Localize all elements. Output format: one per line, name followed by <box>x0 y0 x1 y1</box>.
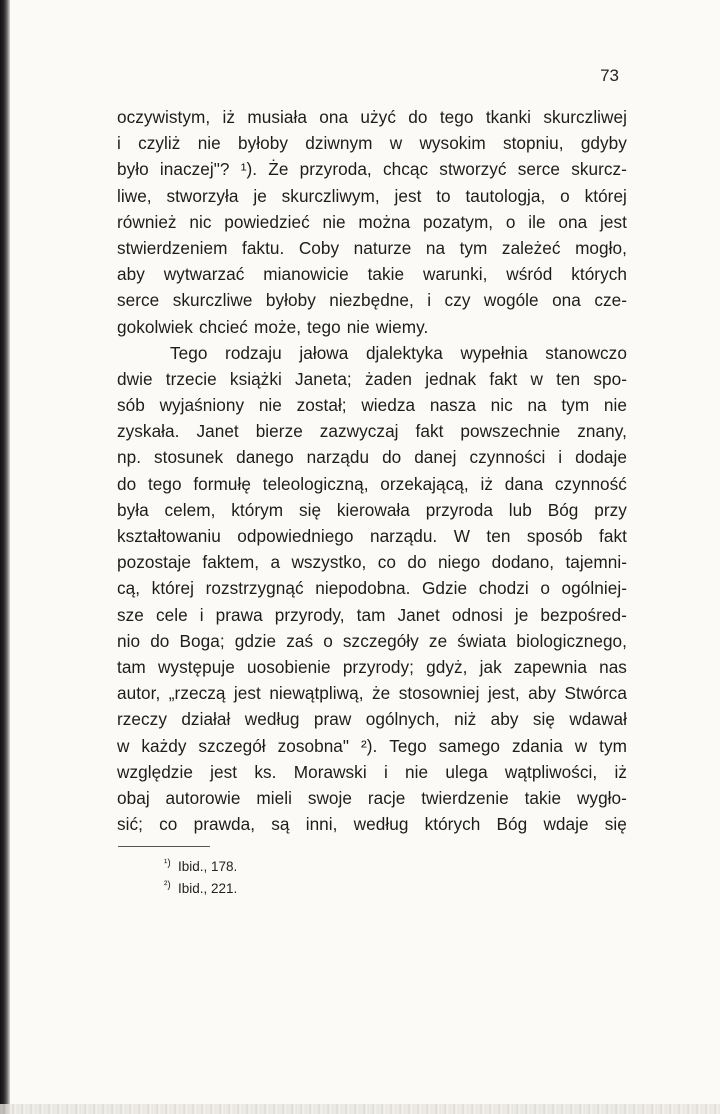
word: dodaje <box>575 447 627 468</box>
word: według <box>353 814 409 835</box>
word: formułę <box>193 473 252 494</box>
word: sób <box>117 395 145 416</box>
word: gdyż, <box>426 656 468 677</box>
word: serce <box>517 159 561 180</box>
word: gdyby <box>580 133 627 154</box>
word: samego <box>438 735 501 756</box>
word: djalektyka <box>365 342 443 363</box>
word: do <box>407 552 427 573</box>
word: o <box>323 630 333 651</box>
text-line <box>117 654 627 680</box>
word: iż <box>222 107 236 127</box>
word: sposób <box>526 526 583 546</box>
word: tam <box>356 604 386 625</box>
word: W <box>453 526 470 546</box>
word: odnosi <box>451 604 503 625</box>
word: wśród <box>506 264 553 285</box>
word: stopniu, <box>502 133 564 154</box>
word: Bóg <box>547 499 579 520</box>
word: na <box>425 237 446 258</box>
word: niego <box>437 552 481 573</box>
word: których <box>571 264 627 285</box>
text-line <box>117 497 627 523</box>
word: której <box>151 578 195 599</box>
word: którym <box>231 499 284 520</box>
word: wygło- <box>576 787 627 808</box>
word: można <box>358 211 411 232</box>
word: tam <box>117 656 146 677</box>
page-number: 73 <box>600 66 619 85</box>
word: świata <box>457 630 507 651</box>
word: rzeczy <box>117 709 167 730</box>
word: według <box>244 709 300 730</box>
word: ulega <box>445 761 488 782</box>
scan-edge-noise <box>0 1104 720 1114</box>
word: bezpośred- <box>540 604 627 625</box>
word: nie <box>346 316 370 337</box>
text-line <box>117 575 627 601</box>
word: gdzie <box>234 630 277 651</box>
word: teleologiczną, <box>262 473 369 494</box>
word: wogóle <box>483 290 539 311</box>
word: aby <box>117 264 145 285</box>
word: zapewnia <box>513 656 587 677</box>
text-line <box>117 680 627 706</box>
word: do <box>150 630 170 651</box>
word: iż <box>480 473 493 494</box>
word: stwierdzeniem <box>117 237 228 258</box>
word: takie <box>524 787 562 808</box>
word: szczegóły <box>342 630 419 651</box>
word: racje <box>367 787 406 808</box>
word: że <box>372 683 391 704</box>
word: każdy <box>141 735 187 756</box>
word: wypełnia <box>460 342 528 363</box>
word: ten <box>556 368 581 389</box>
word: ona <box>319 107 349 127</box>
word: skurczliwe <box>172 290 253 311</box>
word: jest <box>233 683 261 704</box>
word: skurcz- <box>571 159 627 180</box>
word: nie <box>197 133 221 154</box>
word: tym <box>459 237 488 258</box>
word: je <box>253 185 267 206</box>
word: ile <box>528 211 546 232</box>
word: Morawski <box>293 761 367 782</box>
word: jednak <box>425 368 477 389</box>
word: oczywistym, <box>117 107 211 127</box>
word: Janet <box>397 604 440 625</box>
word: cą, <box>117 578 141 599</box>
word: tego <box>147 473 182 494</box>
text-line <box>117 261 627 287</box>
word: swoje <box>307 787 353 808</box>
word: jest <box>600 211 627 232</box>
word: przyrody, <box>274 604 345 625</box>
word: prawa <box>215 604 263 625</box>
word: szczegół <box>198 735 266 756</box>
word: pozostaje <box>117 552 192 573</box>
word: tego <box>439 107 474 127</box>
word: powszechnie <box>460 421 561 442</box>
word: wysokim <box>419 133 486 154</box>
word: ona <box>552 290 581 311</box>
word: zaś <box>286 630 314 651</box>
word: przy <box>594 499 627 520</box>
word: jałowa <box>299 342 349 363</box>
word: danego <box>236 447 294 468</box>
word: skurczliwym, <box>281 185 380 206</box>
word: nie <box>322 211 346 232</box>
word: lub <box>508 499 532 520</box>
text-line <box>117 444 627 470</box>
word: może, <box>253 316 302 337</box>
word: Bóg <box>496 814 528 835</box>
word: w <box>117 735 130 756</box>
word: są <box>271 814 290 835</box>
text-line <box>117 366 627 392</box>
word: o <box>505 211 516 232</box>
word: do <box>117 473 137 494</box>
word: aby <box>490 709 519 730</box>
word: względzie <box>117 761 193 782</box>
word: stworzyła <box>166 185 239 206</box>
text-line <box>117 235 627 261</box>
word: mogło, <box>575 237 627 258</box>
word: tego <box>307 316 341 337</box>
word: „rzeczą <box>168 683 226 704</box>
word: mianowicie <box>263 264 349 285</box>
word: nio <box>117 630 141 651</box>
footnote-text: Ibid., 221. <box>178 881 238 896</box>
word: żaden <box>364 368 413 389</box>
word: przyroda <box>425 499 493 520</box>
footnote-separator <box>118 846 210 847</box>
word: było <box>117 159 149 180</box>
text-line <box>117 628 627 654</box>
word: naturze <box>353 237 412 258</box>
word: zależeć <box>501 237 561 258</box>
word: wdaje <box>543 814 589 835</box>
word: prawda, <box>193 814 256 835</box>
word: wyjaśniony <box>159 395 245 416</box>
word: Boga; <box>179 630 225 651</box>
word: stosunek <box>153 447 224 468</box>
word: dwie <box>117 368 153 389</box>
word: inaczej"? <box>159 159 230 180</box>
word: jest, <box>487 683 520 704</box>
footnote-text: Ibid., 178. <box>178 859 238 874</box>
footnote-marker: ²) <box>164 880 171 891</box>
word: autorowie <box>165 787 241 808</box>
word: znany, <box>577 421 627 442</box>
word: książki <box>229 368 282 389</box>
text-line <box>117 471 627 497</box>
word: w <box>574 735 588 756</box>
word: tym <box>561 395 590 416</box>
word: bierze <box>255 421 303 442</box>
word: czynność <box>554 473 627 494</box>
word: w <box>530 368 543 389</box>
text-line <box>117 602 627 628</box>
word: niewątpliwą, <box>269 683 364 704</box>
word: spo- <box>593 368 627 389</box>
word: narządu. <box>369 526 438 546</box>
word: co <box>159 814 178 835</box>
word: biologicznego, <box>516 630 627 651</box>
footnotes <box>164 856 364 900</box>
word: kształtowaniu <box>117 526 221 546</box>
text-line <box>117 130 627 156</box>
word: Stwórca <box>564 683 627 704</box>
word: mieli <box>256 787 292 808</box>
word: celem, <box>164 499 216 520</box>
text-line <box>117 785 627 811</box>
word: jak <box>479 656 502 677</box>
word: niezbędne, <box>329 290 414 311</box>
word: został; <box>296 395 347 416</box>
word: stworzyć <box>439 159 507 180</box>
text-line <box>117 183 627 209</box>
word: nie <box>258 395 282 416</box>
word: wdawał <box>569 709 627 730</box>
word: obaj <box>117 787 150 808</box>
word: kierowała <box>336 499 410 520</box>
word: sze <box>117 604 144 625</box>
word: ogólniej- <box>561 578 627 599</box>
word: zdania <box>511 735 563 756</box>
word: cele <box>155 604 188 625</box>
word: rodzaju <box>225 342 282 363</box>
word: działał <box>181 709 231 730</box>
word: nie <box>405 761 429 782</box>
word: tautologja, <box>465 185 546 206</box>
word: inni, <box>305 814 338 835</box>
word: występuje <box>157 656 235 677</box>
word: powiedzieć <box>224 211 310 232</box>
word: Gdzie <box>422 578 468 599</box>
word: ks. <box>254 761 277 782</box>
word: niż <box>454 709 477 730</box>
word: i <box>558 447 563 468</box>
word: której <box>584 185 627 206</box>
word: czy <box>444 290 471 311</box>
page-binding-shadow <box>0 0 10 1114</box>
word: których <box>424 814 481 835</box>
word: byłoby <box>265 290 316 311</box>
word: i <box>427 290 432 311</box>
word: faktem, <box>202 552 260 573</box>
word: trzecie <box>165 368 217 389</box>
body-text <box>117 104 627 837</box>
word: ten <box>486 526 511 546</box>
word: Janeta; <box>295 368 352 389</box>
text-line <box>117 287 627 313</box>
word: na <box>527 395 547 416</box>
word: użyć <box>360 107 396 127</box>
word: ¹). <box>240 159 258 180</box>
word: ²). <box>360 735 378 756</box>
word: chcieć <box>198 316 248 337</box>
word: się <box>532 709 555 730</box>
word: skurczliwej <box>543 107 627 127</box>
word: przyroda, <box>299 159 372 180</box>
word: również <box>117 211 177 232</box>
word: je <box>514 604 529 625</box>
word: ze <box>428 630 448 651</box>
word: tajemni- <box>565 552 627 573</box>
text-line <box>117 811 627 837</box>
word: niepodobna. <box>315 578 411 599</box>
word: fakt <box>489 368 518 389</box>
word: uosobienie <box>247 656 331 677</box>
word: wątpliwości, <box>504 761 598 782</box>
word: faktu. <box>242 237 285 258</box>
word: tym <box>599 735 627 756</box>
text-line <box>117 733 627 759</box>
footnote <box>164 878 364 900</box>
word: to <box>436 185 451 206</box>
word: a <box>270 552 281 573</box>
word: do <box>408 107 428 127</box>
word: w <box>389 133 403 154</box>
word: nic <box>490 395 513 416</box>
word: o <box>560 185 570 206</box>
word: cze- <box>594 290 627 311</box>
word: orzekającą, <box>380 473 469 494</box>
word: nie <box>603 395 627 416</box>
word: nasza <box>429 395 476 416</box>
word: dana <box>504 473 544 494</box>
word: chodzi <box>478 578 529 599</box>
word: zyskała. <box>117 421 180 442</box>
word: wiemy. <box>375 316 429 337</box>
word: rozstrzygnąć <box>205 578 304 599</box>
text-line <box>117 759 627 785</box>
word: czynności <box>469 447 546 468</box>
word: do <box>382 447 402 468</box>
word: o <box>540 578 550 599</box>
word: fakt <box>599 526 627 546</box>
footnote-marker: ¹) <box>164 858 171 869</box>
word: co <box>377 552 397 573</box>
word: była <box>117 499 149 520</box>
text-line <box>117 523 627 549</box>
word: nas <box>599 656 627 677</box>
word: np. <box>117 447 142 468</box>
word: byłoby <box>238 133 289 154</box>
word: Tego <box>170 342 208 363</box>
word: wszystko, <box>291 552 367 573</box>
word: Tego <box>389 735 427 756</box>
word: przyrody; <box>342 656 414 677</box>
text-line <box>117 156 627 182</box>
word: się <box>604 814 627 835</box>
word: wytwarzać <box>163 264 245 285</box>
text-line <box>117 209 627 235</box>
word: twierdzenie <box>421 787 509 808</box>
word: liwe, <box>117 185 152 206</box>
word: się <box>298 499 322 520</box>
word: aby <box>528 683 557 704</box>
word: Że <box>268 159 289 180</box>
word: czyliż <box>138 133 181 154</box>
text-line <box>117 706 627 732</box>
word: i <box>117 133 121 154</box>
word: nic <box>189 211 212 232</box>
word: odpowiedniego <box>237 526 354 546</box>
footnote <box>164 856 364 878</box>
word: jest <box>394 185 422 206</box>
word: stosowniej <box>398 683 480 704</box>
word: fakt <box>415 421 444 442</box>
word: jest <box>210 761 238 782</box>
word: narządu <box>306 447 370 468</box>
word: iż <box>614 761 627 782</box>
text-line <box>117 392 627 418</box>
word: chcąc <box>382 159 429 180</box>
word: warunki, <box>423 264 488 285</box>
word: sić; <box>117 814 143 835</box>
text-line <box>117 549 627 575</box>
word: zazwyczaj <box>319 421 399 442</box>
word: autor, <box>117 683 161 704</box>
word: i <box>383 761 388 782</box>
word: takie <box>367 264 405 285</box>
word: pozatym, <box>423 211 494 232</box>
text-line <box>117 104 627 130</box>
word: wiedza <box>361 395 416 416</box>
word: dodano, <box>491 552 555 573</box>
text-line <box>117 340 627 366</box>
word: Janet <box>196 421 239 442</box>
word: stanowczo <box>545 342 627 363</box>
word: dziwnym <box>305 133 373 154</box>
text-line <box>117 314 627 340</box>
word: ona <box>558 211 588 232</box>
word: zosobna" <box>277 735 350 756</box>
word: danej <box>414 447 457 468</box>
word: praw <box>313 709 352 730</box>
word: ogólnych, <box>365 709 440 730</box>
word: gokolwiek <box>117 316 193 337</box>
word: i <box>199 604 204 625</box>
word: musiała <box>247 107 307 127</box>
word: serce <box>117 290 160 311</box>
word: tkanki <box>485 107 532 127</box>
text-line <box>117 418 627 444</box>
word: Coby <box>298 237 340 258</box>
